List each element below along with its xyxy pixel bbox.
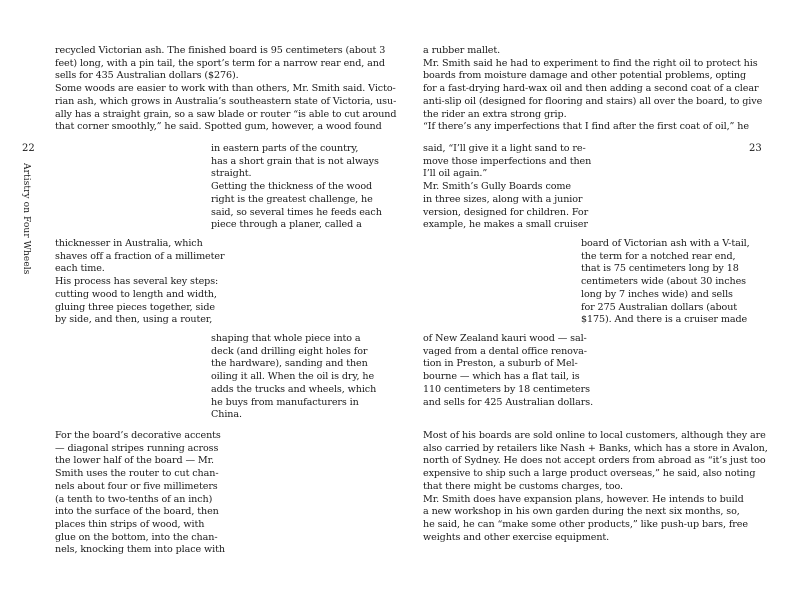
text-line: Getting the thickness of the wood <box>211 181 373 193</box>
text-line: Mr. Smith said he had to experiment to find the right oil to protect his <box>423 57 758 69</box>
text-line: — diagonal stripes running across <box>55 442 219 454</box>
text-line: a rubber mallet. <box>423 45 501 56</box>
text-line: gluing three pieces together, side <box>55 301 215 313</box>
text-line: Mr. Smith’s Gully Boards come <box>423 181 571 193</box>
text-line: nels, knocking them into place with <box>55 544 225 556</box>
text-line: that there might be customs charges, too. <box>423 480 624 492</box>
text-line: $175). And there is a cruiser made <box>581 314 748 326</box>
text-line: long by 7 inches wide) and sells <box>581 288 733 300</box>
text-line: for a fast-drying hard-wax oil and then adding a second coat of a clear <box>423 83 759 95</box>
text-line: places thin strips of wood, with <box>55 518 205 530</box>
text-line: also carried by retailers like Nash + Banks, which has a store in Avalon, <box>423 442 768 454</box>
text-line: Most of his boards are sold online to local customers, although they are <box>423 430 766 441</box>
text-line: and sells for 425 Australian dollars. <box>423 396 594 408</box>
text-block-i <box>423 333 593 409</box>
text-line: the rider an extra strong grip. <box>423 108 567 120</box>
text-line: thicknesser in Australia, which <box>55 238 203 249</box>
text-line: feet) long, with a pin tail, the sport’s term for a narrow rear end, and <box>55 57 385 69</box>
text-line: For the board’s decorative accents <box>55 430 221 441</box>
text-line: Some woods are easier to work with than others, Mr. Smith said. Victo- <box>55 83 396 95</box>
text-line: boards from moisture damage and other potential problems, opting <box>423 70 747 82</box>
text-line: adds the trucks and wheels, which <box>211 383 377 395</box>
text-line: centimeters wide (about 30 inches <box>581 276 746 288</box>
text-line: shaves off a fraction of a millimeter <box>55 250 225 262</box>
text-line: of New Zealand kauri wood — sal- <box>423 333 587 344</box>
text-block-d <box>211 333 376 422</box>
text-line: a new workshop in his own garden during the next six months, so, <box>423 506 740 518</box>
text-line: in eastern parts of the country, <box>211 143 359 154</box>
left-page-number: 22 <box>22 143 35 154</box>
text-line: version, designed for children. For <box>423 206 589 218</box>
running-title: Artistry on Four Wheels <box>21 163 31 275</box>
text-line: that corner smoothly,” he said. Spotted gum, however, a wood found <box>55 121 382 133</box>
text-line: bourne — which has a flat tail, is <box>423 371 580 383</box>
text-line: north of Sydney. He does not accept orders from abroad as “it’s just too <box>423 455 766 467</box>
text-line: for 275 Australian dollars (about <box>581 301 738 313</box>
text-line: I’ll oil again.” <box>423 168 488 180</box>
text-block-f <box>423 45 762 134</box>
text-line: straight. <box>211 168 252 180</box>
text-line: anti-slip oil (designed for flooring and stairs) all over the board, to give <box>423 95 763 107</box>
text-line: move those imperfections and then <box>423 155 592 167</box>
text-block-a <box>55 45 396 134</box>
text-line: has a short grain that is not always <box>211 155 379 167</box>
text-line: Mr. Smith does have expansion plans, however. He intends to build <box>423 493 744 505</box>
text-line: cutting wood to length and width, <box>55 288 217 300</box>
text-line: nels about four or five millimeters <box>55 480 218 492</box>
text-line: the term for a notched rear end, <box>581 250 736 262</box>
text-line: the hardware), sanding and then <box>211 358 368 370</box>
text-line: sells for 435 Australian dollars ($276). <box>55 70 239 82</box>
text-line: rian ash, which grows in Australia’s southeastern state of Victoria, usu- <box>55 95 397 107</box>
text-block-j <box>423 430 768 544</box>
text-line: tion in Preston, a suburb of Mel- <box>423 358 578 370</box>
text-line: recycled Victorian ash. The finished board is 95 centimeters (about 3 <box>55 45 386 56</box>
text-line: example, he makes a small cruiser <box>423 219 588 231</box>
text-line: deck (and drilling eight holes for <box>211 345 368 357</box>
text-line: each time. <box>55 263 105 275</box>
text-line: piece through a planer, called a <box>211 219 362 231</box>
text-line: by side, and then, using a router, <box>55 314 213 326</box>
text-line: shaping that whole piece into a <box>211 333 361 344</box>
text-line: he said, he can “make some other products,” like push-up bars, free <box>423 518 748 530</box>
text-block-h <box>581 238 750 327</box>
text-line: in three sizes, along with a junior <box>423 193 583 205</box>
text-block-g <box>423 143 591 232</box>
text-line: said, “I’ll give it a light sand to re- <box>423 143 586 154</box>
text-line: His process has several key steps: <box>55 276 219 288</box>
text-line: into the surface of the board, then <box>55 506 219 518</box>
text-line: 110 centimeters by 18 centimeters <box>423 383 590 395</box>
right-page-number: 23 <box>749 143 762 154</box>
text-line: Smith uses the router to cut chan- <box>55 468 219 480</box>
text-block-e <box>55 430 225 557</box>
text-line: “If there’s any imperfections that I find after the first coat of oil,” he <box>423 121 749 133</box>
text-line: oiling it all. When the oil is dry, he <box>211 371 375 383</box>
text-line: right is the greatest challenge, he <box>211 193 373 205</box>
text-line: weights and other exercise equipment. <box>423 531 610 543</box>
text-block-c <box>55 238 224 327</box>
text-line: glue on the bottom, into the chan- <box>55 531 218 543</box>
text-line: board of Victorian ash with a V-tail, <box>581 238 750 249</box>
text-block-b <box>211 143 382 232</box>
text-line: the lower half of the board — Mr. <box>55 455 214 467</box>
text-line: he buys from manufacturers in <box>211 396 359 408</box>
text-line: that is 75 centimeters long by 18 <box>581 263 739 275</box>
text-line: expensive to ship such a large product overseas,” he said, also noting <box>423 468 756 480</box>
text-line: China. <box>211 409 242 421</box>
text-line: ally has a straight grain, so a saw blade or router “is able to cut around <box>55 108 397 120</box>
text-line: (a tenth to two-tenths of an inch) <box>55 493 213 505</box>
text-line: vaged from a dental office renova- <box>423 345 587 357</box>
text-line: said, so several times he feeds each <box>211 206 382 218</box>
